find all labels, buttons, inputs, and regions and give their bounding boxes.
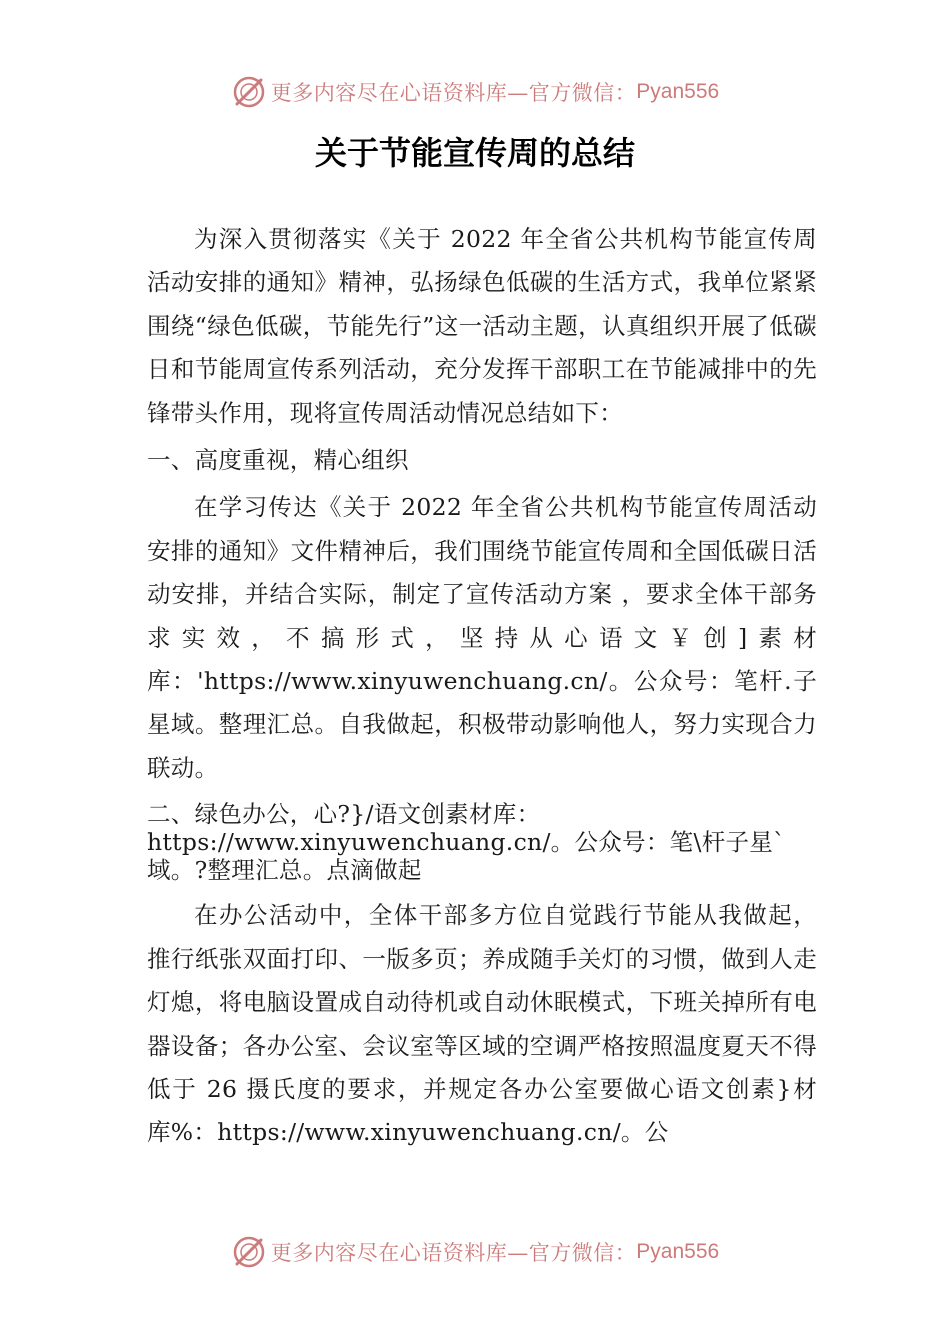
watermark-text: 更多内容尽在心语资料库—官方微信： [270,1241,637,1265]
watermark-header [0,72,950,112]
section-heading-2: 二、绿色办公，心?}/语文创素材库：https://www.xinyuwenchuang.cn/。公众号：笔\杆子星`域。?整理汇总。点滴做起 [147,800,786,885]
document-title: 关于节能宣传周的总结 [314,134,635,172]
watermark-footer [0,1232,950,1272]
logo-icon [231,1234,267,1270]
document-body [147,218,817,1155]
logo-icon [231,74,267,110]
watermark-wechat-id: Pyan556 [636,1240,720,1263]
section-paragraph-2: 在办公活动中，全体干部多方位自觉践行节能从我做起， 推行纸张双面打印、一版多页；养成随手关灯的习惯，做到人走灯熄，将电脑设置成自动待机或自动休眠模式，下班关掉所有电器设备；各办公室、会议室等区域的空调严格按照温度夏天不得低于 26 摄氏度的要求，并规定各办公室要做心语文创素}材库%：https://www.xinyuwenchuang.cn/。公 [147,901,817,1147]
section-heading-1: 一、高度重视，精心组织 [147,446,409,475]
intro-paragraph: 为深入贯彻落实《关于 2022 年全省公共机构节能宣传周活动安排的通知》精神，弘扬绿色低碳的生活方式，我单位紧紧围绕“绿色低碳，节能先行”这一活动主题，认真组织开展了低碳日和节能周宣传系列活动，充分发挥干部职工在节能减排中的先锋带头作用，现将宣传周活动情况总结如下： [147,225,817,427]
section-paragraph-1: 在学习传达《关于 2022 年全省公共机构节能宣传周活动安排的通知》文件精神后，我们围绕节能宣传周和全国低碳日活动安排，并结合实际，制定了宣传活动方案 ，要求全体干部务求实效，不搞形式，坚持从心语文￥创]素材库：'https://www.xinyuwenchuang.cn/。公众号：笔杆.子星域。整理汇总。自我做起，积极带动影响他人，努力实现合力联动。 [147,493,817,782]
watermark-wechat-id: Pyan556 [636,80,720,103]
watermark-text: 更多内容尽在心语资料库—官方微信： [270,81,637,105]
